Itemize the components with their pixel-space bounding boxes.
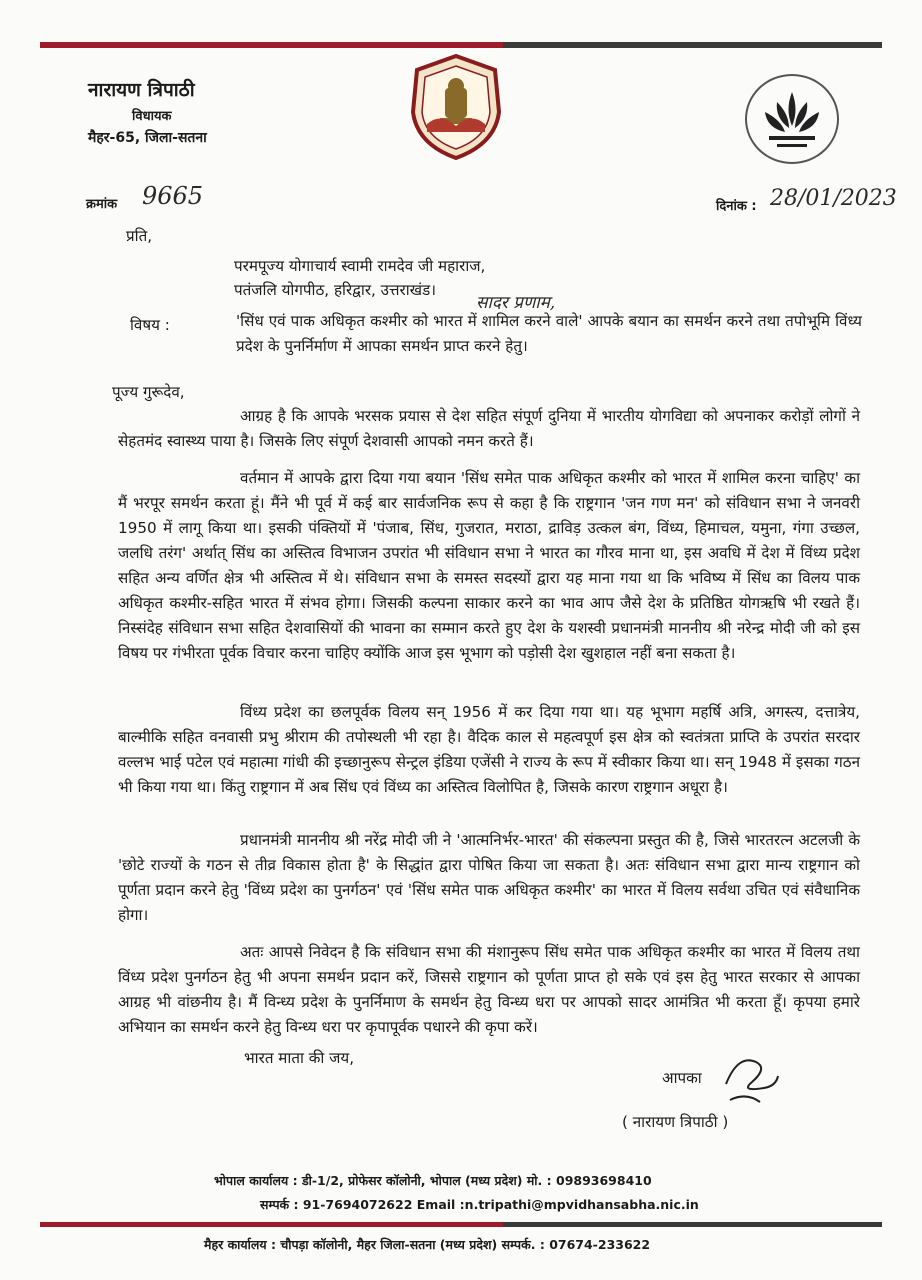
closing-slogan: भारत माता की जय,: [244, 1049, 355, 1067]
recipient-line-1: परमपूज्य योगाचार्य स्वामी रामदेव जी महाराज,: [234, 257, 486, 275]
ref-number-value: 9665: [142, 182, 204, 210]
recipient-line-2: पतंजलि योगपीठ, हरिद्वार, उत्तराखंड।: [234, 281, 436, 299]
constituency: मैहर-65, जिला-सतना: [88, 130, 207, 146]
top-rule: [40, 42, 882, 48]
footer-bhopal-office: भोपाल कार्यालय : डी-1/2, प्रोफेसर कॉलोनी, भोपाल (मध्य प्रदेश) मो. : 09893698410: [214, 1173, 652, 1188]
paragraph-4: प्रधानमंत्री माननीय श्री नरेंद्र मोदी जी ने 'आत्मनिर्भर-भारत' की संकल्पना प्रस्तुत की है, जिसे भारतरत्न अटलजी के 'छोटे राज्यों के गठन से तीव्र विकास होता है' के सिद्धांत द्वारा पोषित किया जा सकता है। अतः संविधान सभा द्वारा मान्य राष्ट्रगान को पूर्णता प्रदान करने हेतु 'विंध्य प्रदेश का पुनर्गठन' एवं 'सिंध समेत पाक अधिकृत कश्मीर' का भारत में विलय सर्वथा उचित एवं संवैधानिक होगा।: [118, 831, 860, 924]
ref-number-label: क्रमांक: [86, 197, 118, 212]
mla-name: नारायण त्रिपाठी: [88, 79, 195, 101]
date-value: 28/01/2023: [770, 186, 897, 211]
closing-yours: आपका: [662, 1069, 702, 1087]
footer-maihar-office: मैहर कार्यालय : चौपड़ा कॉलोनी, मैहर जिला-सतना (मध्य प्रदेश) सम्पर्क. : 07674-233622: [204, 1237, 651, 1252]
paragraph-1: आग्रह है कि आपके भरसक प्रयास से देश सहित संपूर्ण दुनिया में भारतीय योगविद्या को अपनाकर करोड़ों लोगों ने सेहतमंद स्वास्थ्य पाया है। जिसके लिए संपूर्ण देशवासी आपको नमन करते हैं।: [118, 407, 860, 450]
subject-text: 'सिंध एवं पाक अधिकृत कश्मीर को भारत में शामिल करने वाले' आपके बयान का समर्थन करने तथा तपोभूमि विंध्य प्रदेश के पुनर्निर्माण में आपका समर्थन प्राप्त करने हेतु।: [236, 312, 862, 355]
salutation: पूज्य गुरूदेव,: [112, 383, 185, 401]
subject-label: विषय :: [130, 316, 170, 334]
greeting-handwritten: सादर प्रणाम,: [476, 293, 556, 313]
closing-name: ( नारायण त्रिपाठी ): [622, 1113, 729, 1131]
assembly-seal-logo: [407, 52, 505, 162]
to-label: प्रति,: [126, 227, 153, 245]
designation: विधायक: [132, 109, 172, 124]
lotus-emblem-logo: [745, 74, 839, 164]
signature: [716, 1044, 786, 1114]
paragraph-3: विंध्य प्रदेश का छलपूर्वक विलय सन् 1956 में कर दिया गया था। यह भूभाग महर्षि अत्रि, अगस्त्य, दत्तात्रेय, बाल्मीकि सहित वनवासी प्रभु श्रीराम की तपोस्थली भी रहा है। वैदिक काल से महत्वपूर्ण इस क्षेत्र को स्वतंत्रता प्राप्ति के उपरांत सरदार वल्लभ भाई पटेल एवं महात्मा गांधी की इच्छानुरूप सेन्ट्रल इंडिया एजेंसी ने राज्य के रूप में स्वीकार किया था। सन् 1948 में इसका गठन भी किया गया था। किंतु राष्ट्रगान में अब सिंध एवं विंध्य का अस्तित्व विलोपित है, जिसके कारण राष्ट्रगान अधूरा है।: [118, 703, 860, 796]
date-label: दिनांक :: [716, 199, 757, 214]
footer-contact: सम्पर्क : 91-7694072622 Email :n.tripathi@mpvidhansabha.nic.in: [260, 1197, 699, 1212]
paragraph-2: वर्तमान में आपके द्वारा दिया गया बयान 'सिंध समेत पाक अधिकृत कश्मीर को भारत में शामिल करना चाहिए' का मैं भरपूर समर्थन करता हूं। मैंने भी पूर्व में कई बार सार्वजनिक रूप से कहा है कि राष्ट्रगान 'जन गण मन' को संविधान सभा ने जनवरी 1950 में लागू किया था। इसकी पंक्तियों में 'पंजाब, सिंध, गुजरात, मराठा, द्राविड़ उत्कल बंग, विंध्य, हिमाचल, यमुना, गंगा उच्छल, जलधि तरंग' अर्थात् सिंध का अस्तित्व विभाजन उपरांत भी संविधान सभा ने भारत का गौरव माना था, इस अवधि में देश में विंध्य प्रदेश सहित अन्य वर्णित क्षेत्र भी अस्तित्व में थे। संविधान सभा के समस्त सदस्यों द्वारा यह माना गया था कि भविष्य में सिंध का विलय पाक अधिकृत कश्मीर-सहित भारत में संभव होगा। जिसकी कल्पना साकार करने का भाव आप जैसे देश के प्रतिष्ठित योगऋषि भी रखते हैं। निस्संदेह संविधान सभा सहित देशवासियों की भावना का सम्मान करते हुए देश के यशस्वी प्रधानमंत्री माननीय श्री नरेन्द्र मोदी जी को इस विषय पर गंभीरता पूर्वक विचार करना चाहिए क्योंकि आज इस भूभाग को पड़ोसी देश खुशहाल नहीं बना सकता है।: [118, 469, 860, 662]
paragraph-5: अतः आपसे निवेदन है कि संविधान सभा की मंशानुरूप सिंध समेत पाक अधिकृत कश्मीर का भारत में विलय तथा विंध्य प्रदेश पुनर्गठन हेतु भी अपना समर्थन प्रदान करें, जिससे राष्ट्रगान को पूर्णता प्राप्त हो सके एवं इस हेतु भारत सरकार से आपका आग्रह भी वांछनीय है। मैं विन्ध्य प्रदेश के पुनर्निमाण के समर्थन हेतु विन्ध्य धरा पर आपको सादर आमंत्रित भी करता हूँ। कृपया हमारे अभियान का समर्थन करने हेतु विन्ध्य धरा पर कृपापूर्वक पधारने की कृपा करें।: [118, 943, 860, 1036]
bottom-rule: [40, 1222, 882, 1227]
